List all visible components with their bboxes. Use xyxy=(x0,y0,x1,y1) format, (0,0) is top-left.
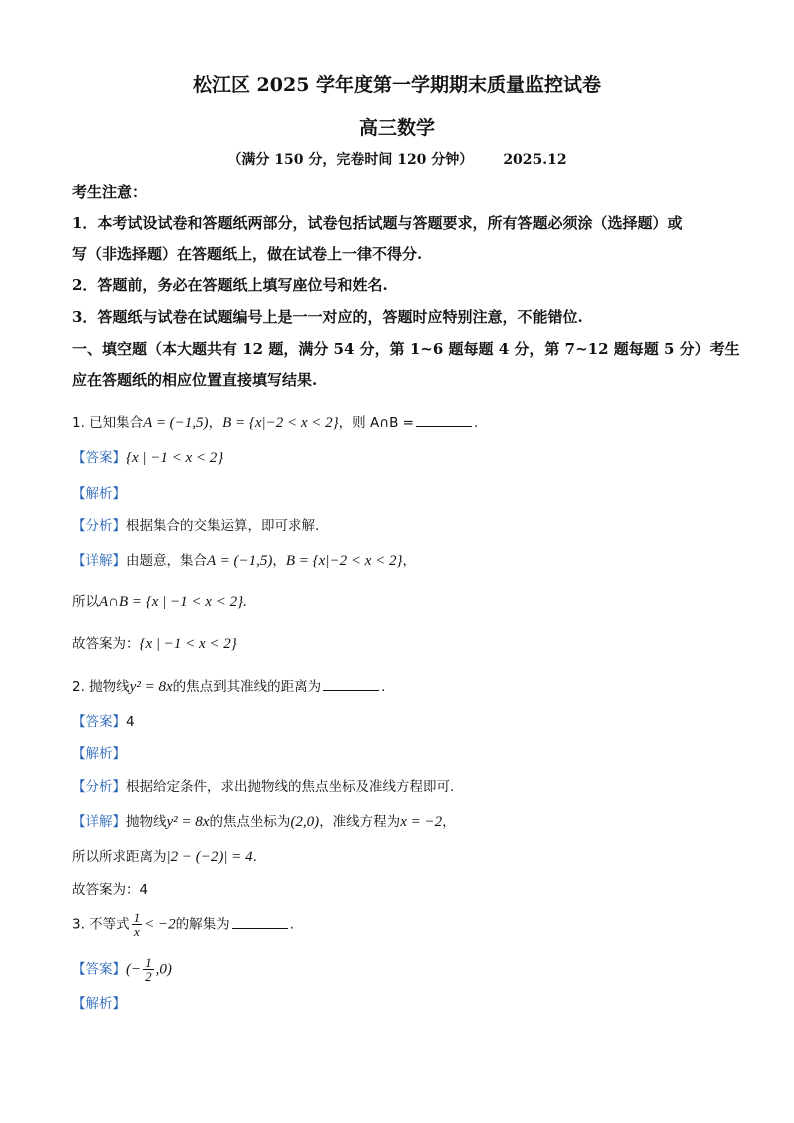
answer-label: 【答案】 xyxy=(72,450,126,466)
q3-analysis-row xyxy=(72,992,734,1015)
q1-sep: ， xyxy=(208,415,223,431)
analysis-label: 【解析】 xyxy=(72,486,126,502)
q2-detail-mid2: ，准线方程为 xyxy=(319,814,401,830)
exam-meta xyxy=(0,149,794,169)
q1-so-row xyxy=(72,590,734,613)
q3-fraction xyxy=(132,911,143,938)
q3-ineq-rest: < −2 xyxy=(144,916,176,933)
q1-set-a: A = (−1,5) xyxy=(143,415,209,431)
q3-stem xyxy=(72,911,734,938)
q1-final-expr: {x | −1 < x < 2} xyxy=(139,636,237,652)
notice-item-3: 3．答题纸与试卷在试题编号上是一一对应的，答题时应特别注意，不能错位. xyxy=(72,308,583,326)
notice-heading: 考生注意： xyxy=(72,183,148,201)
section-1-heading-line-2: 应在答题纸的相应位置直接填写结果. xyxy=(72,371,318,389)
q3-answer-row xyxy=(72,956,734,983)
q1-end: . xyxy=(473,415,479,431)
exam-meta-text: （满分 150 分，完卷时间 120 分钟） xyxy=(227,152,474,168)
q2-suffix: 的焦点到其准线的距离为 xyxy=(172,679,322,695)
q2-detail-prefix: 抛物线 xyxy=(126,814,167,830)
q1-final-prefix: 故答案为： xyxy=(72,636,140,652)
q1-fenxi-row xyxy=(72,514,734,537)
fenxi-label: 【分析】 xyxy=(72,779,126,795)
q1-detail-end: ， xyxy=(402,553,416,569)
q3-frac-num: 1 xyxy=(133,910,141,925)
q1-prefix: 1. 已知集合 xyxy=(72,415,144,431)
q1-answer-blank xyxy=(416,412,472,427)
exam-subject: 高三数学 xyxy=(358,117,435,139)
q3-prefix: 3. 不等式 xyxy=(72,916,130,933)
analysis-label: 【解析】 xyxy=(72,996,126,1012)
q1-answer: {x | −1 < x < 2} xyxy=(126,450,224,466)
q1-detail-prefix: 由题意，集合 xyxy=(126,553,207,569)
q2-final-row xyxy=(72,878,734,901)
q2-so-prefix: 所以所求距离为 xyxy=(72,849,167,865)
q1-detail-set-a: A = (−1,5) xyxy=(207,553,273,569)
q2-fenxi: 根据给定条件，求出抛物线的焦点坐标及准线方程即可. xyxy=(126,779,455,795)
exam-date: 2025.12 xyxy=(503,152,567,168)
q1-ask: ，则 A∩B = xyxy=(338,415,414,431)
q3-answer-post: ,0) xyxy=(155,961,172,978)
q3-end: . xyxy=(289,916,294,933)
section-1-heading-line-1: 一、填空题（本大题共有 12 题，满分 54 分，第 1~6 题每题 4 分，第 7~12 题每题 5 分）考生 xyxy=(72,340,740,358)
q1-analysis-row xyxy=(72,482,734,505)
q2-answer-row xyxy=(72,710,734,733)
q1-stem xyxy=(72,411,734,434)
q3-suffix: 的解集为 xyxy=(175,916,230,933)
q2-so-expr: |2 − (−2)| = 4 xyxy=(166,849,253,865)
q2-so-end: . xyxy=(252,849,257,865)
q2-so-row xyxy=(72,845,734,868)
q3-answer-fraction xyxy=(143,956,154,983)
analysis-label: 【解析】 xyxy=(72,746,126,762)
q2-analysis-row xyxy=(72,742,734,765)
notice-item-1-line-1: 1．本考试设试卷和答题纸两部分，试卷包括试题与答题要求，所有答题必须涂（选择题）或 xyxy=(72,214,683,232)
q1-so-expr: A∩B = {x | −1 < x < 2}. xyxy=(99,594,247,610)
q3-answer-pre: (− xyxy=(126,961,142,978)
q2-detail-row xyxy=(72,810,734,833)
q2-directrix: x = −2 xyxy=(400,814,443,830)
answer-label: 【答案】 xyxy=(72,961,126,978)
q3-answer-blank xyxy=(232,914,288,929)
q1-set-b: B = {x|−2 < x < 2} xyxy=(222,415,339,431)
q1-detail-sep: ， xyxy=(272,553,286,569)
q2-detail-mid: 的焦点坐标为 xyxy=(209,814,291,830)
q3-ans-den: 2 xyxy=(145,969,152,984)
q2-stem xyxy=(72,675,734,698)
q2-prefix: 2. 抛物线 xyxy=(72,679,130,695)
detail-label: 【详解】 xyxy=(72,553,126,569)
q1-final-row xyxy=(72,632,734,655)
q1-so-prefix: 所以 xyxy=(72,594,99,610)
q2-final-expr: 4 xyxy=(139,882,149,898)
q3-frac-den: x xyxy=(134,924,140,939)
q2-answer: 4 xyxy=(126,714,135,730)
q2-answer-blank xyxy=(323,676,379,691)
q2-end: . xyxy=(381,679,386,695)
notice-item-1-line-2: 写（非选择题）在答题纸上，做在试卷上一律不得分. xyxy=(72,245,423,263)
q2-final-prefix: 故答案为： xyxy=(72,882,140,898)
q2-fenxi-row xyxy=(72,775,734,798)
q3-ans-num: 1 xyxy=(145,955,152,970)
q2-focus: (2,0) xyxy=(290,814,320,830)
exam-title: 松江区 2025 学年度第一学期期末质量监控试卷 xyxy=(192,74,602,96)
q2-detail-end: ， xyxy=(442,814,456,830)
notice-item-2: 2．答题前，务必在答题纸上填写座位号和姓名. xyxy=(72,276,388,294)
detail-label: 【详解】 xyxy=(72,814,126,830)
q1-fenxi: 根据集合的交集运算，即可求解. xyxy=(126,518,320,534)
answer-label: 【答案】 xyxy=(72,714,126,730)
q2-detail-curve: y² = 8x xyxy=(166,814,210,830)
q2-curve: y² = 8x xyxy=(129,679,173,695)
fenxi-label: 【分析】 xyxy=(72,518,126,534)
q1-answer-row xyxy=(72,446,734,469)
q1-detail-row xyxy=(72,549,734,572)
q1-detail-set-b: B = {x|−2 < x < 2} xyxy=(285,553,403,569)
